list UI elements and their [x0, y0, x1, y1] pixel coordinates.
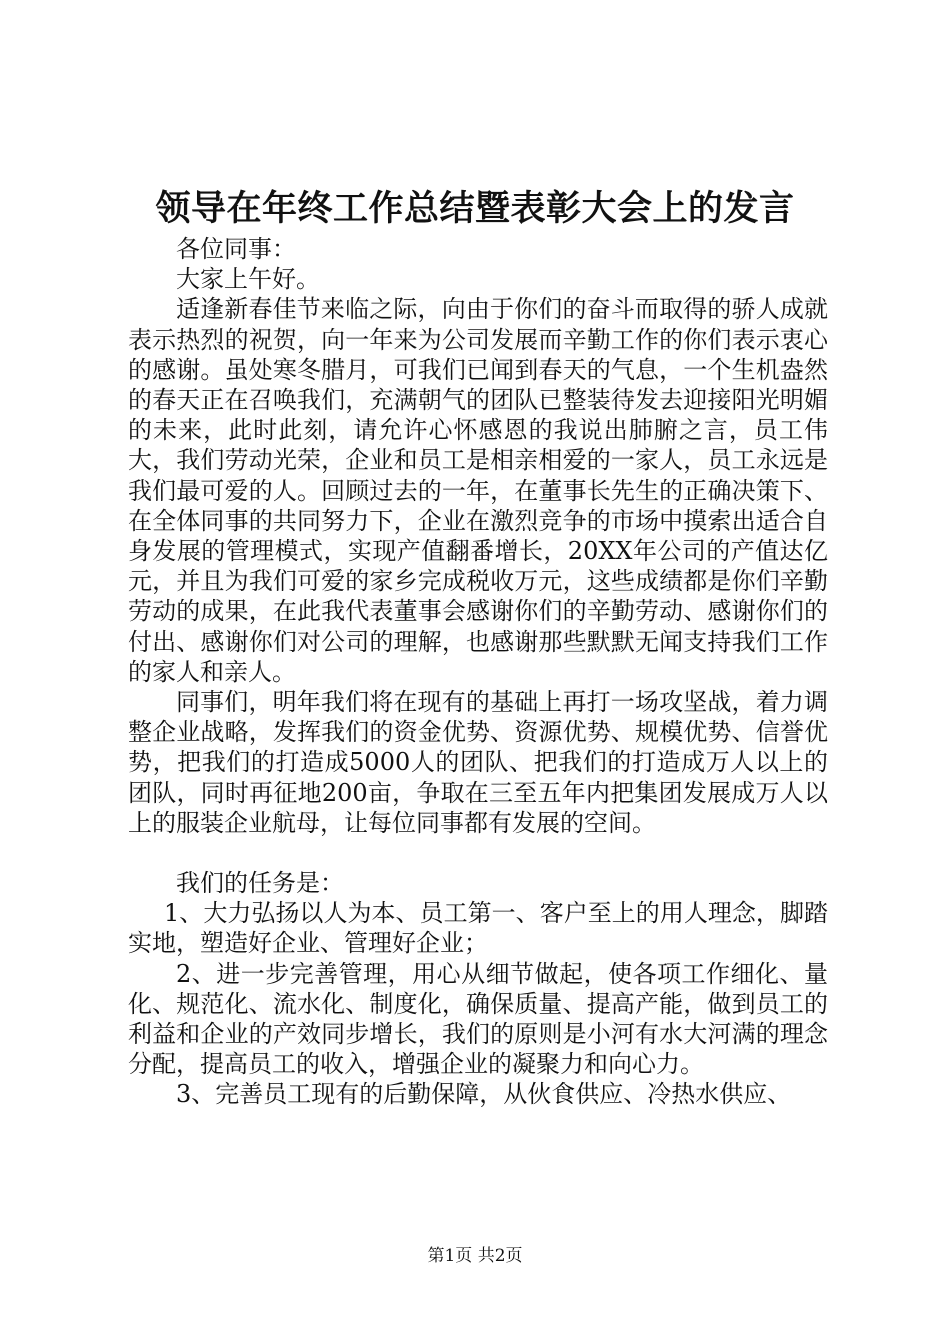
document-title: 领导在年终工作总结暨表彰大会上的发言: [155, 188, 795, 229]
greeting: 大家上午好。: [176, 265, 320, 294]
task-item-2: 2、进一步完善管理，用心从细节做起，使各项工作细化、量化、规范化、流水化、制度化，确保质量、提高产能，做到员工的利益和企业的产效同步增长，我们的原则是小河有水大河满的理念分配，提高员工的收入，增强企业的凝聚力和向心力。: [128, 959, 828, 1079]
paragraph-2: 同事们，明年我们将在现有的基础上再打一场攻坚战，着力调整企业战略，发挥我们的资金优势、资源优势、规模优势、信誉优势，把我们的打造成5000人的团队、把我们的打造成万人以上的团队，同时再征地200亩，争取在三至五年内把集团发展成万人以上的服装企业航母，让每位同事都有发展的空间。: [128, 688, 828, 837]
paragraph-spacer: [128, 838, 828, 868]
tasks-heading: 我们的任务是：: [176, 869, 344, 898]
paragraph-1: 适逢新春佳节来临之际，向由于你们的奋斗而取得的骄人成就表示热烈的祝贺，向一年来为公司发展而辛勤工作的你们表示衷心的感谢。虽处寒冬腊月，可我们已闻到春天的气息，一个生机盎然的春天正在召唤我们，充满朝气的团队已整装待发去迎接阳光明媚的未来，此时此刻，请允许心怀感恩的我说出肺腑之言，员工伟大，我们劳动光荣，企业和员工是相亲相爱的一家人，员工永远是我们最可爱的人。回顾过去的一年，在董事长先生的正确决策下、在全体同事的共同努力下，企业在激烈竞争的市场中摸索出适合自身发展的管理模式，实现产值翻番增长，20XX年公司的产值达亿元，并且为我们可爱的家乡完成税收万元，这些成绩都是你们辛勤劳动的成果，在此我代表董事会感谢你们的辛勤劳动、感谢你们的付出、感谢你们对公司的理解，也感谢那些默默无闻支持我们工作的家人和亲人。: [128, 295, 828, 686]
task-item-3: 3、完善员工现有的后勤保障，从伙食供应、冷热水供应、: [176, 1080, 792, 1109]
document-body: [128, 234, 828, 1110]
task-item-1: 1、大力弘扬以人为本、员工第一、客户至上的用人理念，脚踏实地，塑造好企业、管理好企业；: [128, 899, 828, 958]
salutation: 各位同事：: [176, 235, 296, 263]
page-footer: 第1页 共2页: [427, 1246, 523, 1266]
